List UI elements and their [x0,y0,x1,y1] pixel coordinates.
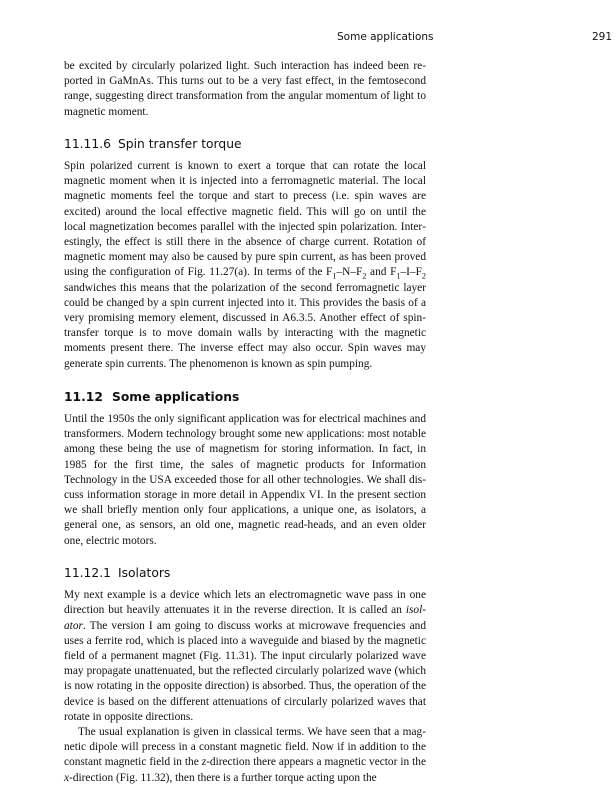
text-run: Spin polarized current is known to exert a torque that can rotate the local magnetic moment when it is injected into a ferromagnetic material. The local magnetic moments feel the torque and start to precess (i.e. spin waves are excited) around the local effective magnetic field. This will go on until the local magnetization becomes parallel with the injected spin polarization. Interestingly, the effect is still there in the absence of charge current. Rotation of magnetic moment may also be caused by pure spin current, as has been proved using the configuration of Fig. 11.27(a). In terms of the F [64,160,426,279]
subscript: 2 [421,271,426,281]
text-run: . The version I am going to discuss works at microwave frequencies and uses a ferrite rod, which is placed into a waveguide and biased by the magnetic field of a permanent magnet (Fig. 11.31). The input circularly polarized wave may propagate unattenuated, but the reflected circularly polarized wave (which is now rotating in the opposite direction) is absorbed. Thus, the operation of the device is based on the different attenuations of circularly polarized waves that rotate in opposite directions. [64,619,426,723]
text-run: My next example is a device which lets an electromagnetic wave pass in one direction but heavily attenuates it in the reverse direction. It is called an [64,589,426,617]
math-variable: z [201,756,207,769]
text-run: –I–F [400,266,422,279]
running-head: Some applications [337,31,434,43]
emphasized-term: isolator [64,604,426,632]
section-title: Isolators [118,565,171,580]
section-title: Spin transfer torque [118,136,242,151]
page-number: 291 [592,31,613,43]
spin-torque-paragraph [64,159,426,372]
text-run: sandwiches this means that the polarization of the second ferromagnetic layer could be changed by a spin current injected into it. This provides the basis of a very promising memory element, discussed in A6.3.5. Another effect of spin-transfer torque is to move domain walls by interacting with the magnetic moments present there. The inverse effect may also occur. Spin waves may generate spin currents. The phenomenon is known as spin pumping. [64,281,426,370]
intro-paragraph: be excited by circularly polarized light. Such interaction has indeed been reported in GaMnAs. This turns out to be a very fast effect, in the femtosecond range, suggesting direct transformation from the angular momentum of light to magnetic moment. [64,60,426,118]
text-run: and F [366,266,397,279]
heading-some-applications [64,390,426,405]
text-run: –N–F [336,266,363,279]
section-title: Some applications [112,389,240,404]
section-number: 11.12.1 [64,565,111,580]
subscript: 1 [396,271,401,281]
isolators-paragraph-2 [64,725,426,786]
applications-paragraph: Until the 1950s the only significant application was for electrical machines and transformers. Modern technology brought some new applications: most notable among these being the use of magnetism for storing information. In fact, in 1985 for the first time, the sales of magnetic products for Information Technology in the USA exceeded those for all other technologies. We shall discuss information storage in more detail in Appendix VI. In the present section we shall briefly mention only four applications, a unique one, as isolators, a general one, as sensors, an old one, magnetic read-heads, and an even older one, electric motors. [64,413,426,547]
page-body [64,59,426,786]
text-run: -direction (Fig. 11.32), then there is a further torque acting upon the [69,771,377,784]
section-number: 11.11.6 [64,136,111,151]
math-variable: x [64,771,70,784]
subscript: 1 [332,271,337,281]
text-run: The usual explanation is given in classical terms. We have seen that a magnetic dipole will precess in a constant magnetic field. Now if in addition to the constant magnetic field in the [64,725,426,769]
section-number: 11.12 [64,389,103,404]
heading-isolators [64,566,426,581]
subscript: 2 [362,271,367,281]
text-run: -direction there appears a magnetic vector in the [206,756,426,769]
isolators-paragraph-1 [64,588,426,725]
heading-spin-transfer-torque [64,137,426,152]
